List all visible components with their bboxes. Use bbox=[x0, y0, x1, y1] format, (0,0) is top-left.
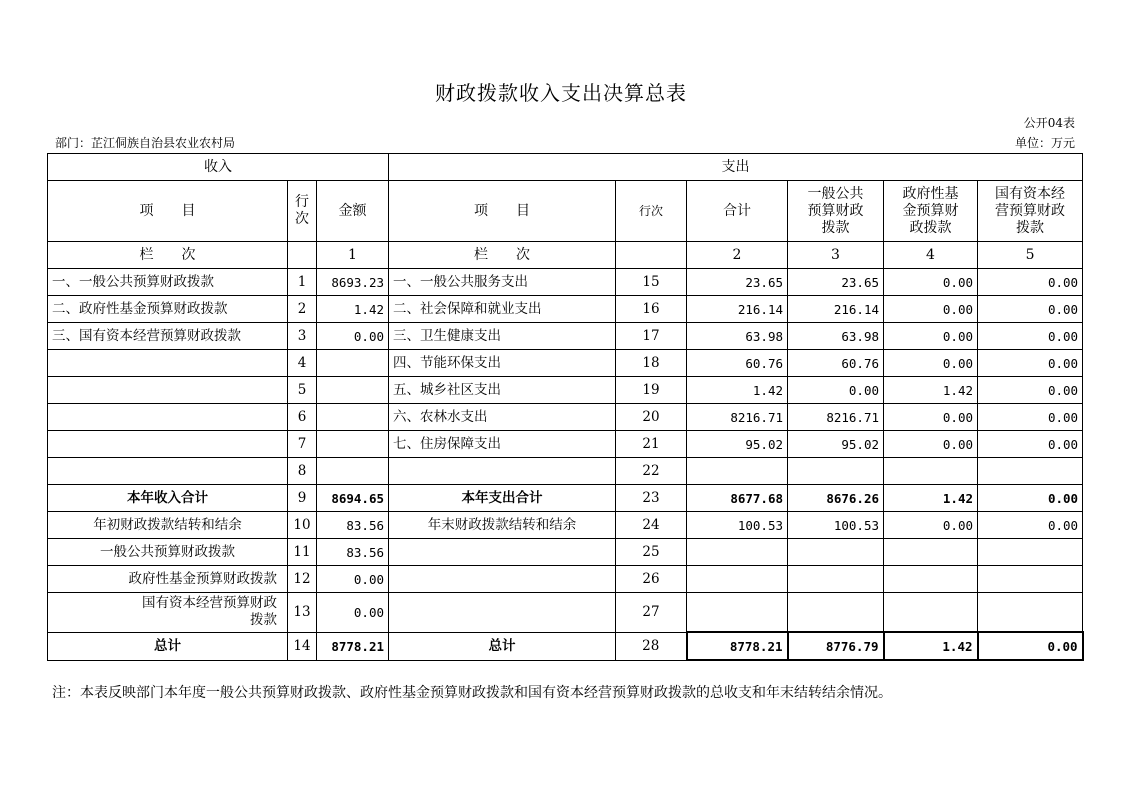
state-capital-cell: 0.00 bbox=[978, 512, 1083, 539]
state-capital-cell bbox=[978, 539, 1083, 566]
gov-fund-cell: 1.42 bbox=[884, 377, 978, 404]
income-line-cell: 10 bbox=[288, 512, 317, 539]
column-index-4: 4 bbox=[884, 242, 978, 269]
state-capital-cell: 0.00 bbox=[978, 485, 1083, 512]
expense-total-cell: 216.14 bbox=[687, 296, 788, 323]
expense-total-cell: 23.65 bbox=[687, 269, 788, 296]
table-row bbox=[48, 512, 1083, 539]
expense-total-cell: 8778.21 bbox=[687, 632, 788, 660]
income-item-cell bbox=[48, 377, 288, 404]
expense-item-cell: 年末财政拨款结转和结余 bbox=[389, 512, 616, 539]
expense-total-cell: 1.42 bbox=[687, 377, 788, 404]
state-capital-cell: 0.00 bbox=[978, 632, 1083, 660]
income-line-cell: 4 bbox=[288, 350, 317, 377]
income-header: 收入 bbox=[48, 154, 389, 181]
column-label-expense: 栏 次 bbox=[389, 242, 616, 269]
income-item-cell bbox=[48, 458, 288, 485]
income-item-cell: 一般公共预算财政拨款 bbox=[48, 539, 288, 566]
expense-item-cell: 四、节能环保支出 bbox=[389, 350, 616, 377]
state-capital-cell: 0.00 bbox=[978, 323, 1083, 350]
expense-line-cell: 21 bbox=[616, 431, 687, 458]
expense-total-cell: 8677.68 bbox=[687, 485, 788, 512]
expense-total-cell: 100.53 bbox=[687, 512, 788, 539]
income-line-header: 行 次 bbox=[288, 181, 317, 242]
expense-line-cell: 25 bbox=[616, 539, 687, 566]
income-line-cell: 6 bbox=[288, 404, 317, 431]
expense-item-cell bbox=[389, 593, 616, 633]
state-capital-cell: 0.00 bbox=[978, 296, 1083, 323]
expense-item-header: 项 目 bbox=[389, 181, 616, 242]
income-line-cell: 14 bbox=[288, 632, 317, 660]
gov-fund-cell: 0.00 bbox=[884, 269, 978, 296]
total-header: 合计 bbox=[687, 181, 788, 242]
expense-total-cell bbox=[687, 593, 788, 633]
income-line-cell: 3 bbox=[288, 323, 317, 350]
footnote: 注：本表反映部门本年度一般公共预算财政拨款、政府性基金预算财政拨款和国有资本经营预算财政拨款的总收支和年末结转结余情况。 bbox=[52, 685, 892, 701]
column-index-1: 1 bbox=[317, 242, 389, 269]
income-amount-cell bbox=[317, 404, 389, 431]
amount-header: 金额 bbox=[317, 181, 389, 242]
table-row bbox=[48, 404, 1083, 431]
state-capital-header: 国有资本经 营预算财政 拨款 bbox=[978, 181, 1083, 242]
table-row bbox=[48, 593, 1083, 633]
general-budget-cell: 216.14 bbox=[788, 296, 884, 323]
table-row bbox=[48, 566, 1083, 593]
expense-line-header: 行次 bbox=[616, 181, 687, 242]
income-item-cell: 年初财政拨款结转和结余 bbox=[48, 512, 288, 539]
income-item-cell bbox=[48, 404, 288, 431]
expense-header: 支出 bbox=[389, 154, 1083, 181]
gov-fund-cell: 0.00 bbox=[884, 404, 978, 431]
income-item-cell bbox=[48, 431, 288, 458]
general-budget-cell: 23.65 bbox=[788, 269, 884, 296]
income-amount-cell: 1.42 bbox=[317, 296, 389, 323]
column-header-row bbox=[48, 181, 1083, 242]
general-budget-cell: 100.53 bbox=[788, 512, 884, 539]
gov-fund-cell: 0.00 bbox=[884, 296, 978, 323]
gov-fund-cell bbox=[884, 593, 978, 633]
general-budget-cell: 95.02 bbox=[788, 431, 884, 458]
income-amount-cell: 83.56 bbox=[317, 512, 389, 539]
state-capital-cell: 0.00 bbox=[978, 350, 1083, 377]
expense-item-cell bbox=[389, 539, 616, 566]
expense-line-cell: 27 bbox=[616, 593, 687, 633]
expense-line-cell: 26 bbox=[616, 566, 687, 593]
expense-item-cell bbox=[389, 458, 616, 485]
expense-total-cell: 8216.71 bbox=[687, 404, 788, 431]
income-line-cell: 8 bbox=[288, 458, 317, 485]
expense-item-cell bbox=[389, 566, 616, 593]
expense-item-cell: 二、社会保障和就业支出 bbox=[389, 296, 616, 323]
expense-line-cell: 24 bbox=[616, 512, 687, 539]
expense-item-cell: 本年支出合计 bbox=[389, 485, 616, 512]
table-row bbox=[48, 485, 1083, 512]
income-item-cell: 总计 bbox=[48, 632, 288, 660]
income-line-cell: 1 bbox=[288, 269, 317, 296]
gov-fund-header: 政府性基 金预算财 政拨款 bbox=[884, 181, 978, 242]
income-amount-cell: 0.00 bbox=[317, 566, 389, 593]
state-capital-cell: 0.00 bbox=[978, 431, 1083, 458]
expense-item-cell: 六、农林水支出 bbox=[389, 404, 616, 431]
income-amount-cell: 0.00 bbox=[317, 323, 389, 350]
general-budget-cell bbox=[788, 566, 884, 593]
income-item-cell: 本年收入合计 bbox=[48, 485, 288, 512]
expense-item-cell: 一、一般公共服务支出 bbox=[389, 269, 616, 296]
gov-fund-cell: 0.00 bbox=[884, 431, 978, 458]
table-row bbox=[48, 458, 1083, 485]
income-item-cell: 二、政府性基金预算财政拨款 bbox=[48, 296, 288, 323]
income-amount-cell: 8693.23 bbox=[317, 269, 389, 296]
state-capital-cell bbox=[978, 593, 1083, 633]
expense-line-cell: 28 bbox=[616, 632, 687, 660]
column-index-5: 5 bbox=[978, 242, 1083, 269]
expense-total-cell: 60.76 bbox=[687, 350, 788, 377]
expense-line-cell: 16 bbox=[616, 296, 687, 323]
gov-fund-cell bbox=[884, 566, 978, 593]
income-amount-cell: 0.00 bbox=[317, 593, 389, 633]
form-number: 公开04表 bbox=[1023, 116, 1075, 130]
table-row bbox=[48, 539, 1083, 566]
general-budget-header: 一般公共 预算财政 拨款 bbox=[788, 181, 884, 242]
general-budget-cell: 63.98 bbox=[788, 323, 884, 350]
expense-total-cell bbox=[687, 539, 788, 566]
expense-total-cell: 63.98 bbox=[687, 323, 788, 350]
general-budget-cell bbox=[788, 458, 884, 485]
report-title: 财政拨款收入支出决算总表 bbox=[435, 81, 687, 105]
department-label: 部门：芷江侗族自治县农业农村局 bbox=[55, 136, 236, 150]
income-amount-cell bbox=[317, 377, 389, 404]
expense-line-cell: 17 bbox=[616, 323, 687, 350]
column-label-income: 栏 次 bbox=[48, 242, 288, 269]
unit-label: 单位：万元 bbox=[1014, 136, 1075, 150]
expense-item-cell: 总计 bbox=[389, 632, 616, 660]
state-capital-cell: 0.00 bbox=[978, 377, 1083, 404]
income-amount-cell: 8778.21 bbox=[317, 632, 389, 660]
state-capital-cell bbox=[978, 566, 1083, 593]
general-budget-cell: 60.76 bbox=[788, 350, 884, 377]
section-header-row bbox=[48, 154, 1083, 181]
column-index-blank-2 bbox=[616, 242, 687, 269]
state-capital-cell: 0.00 bbox=[978, 404, 1083, 431]
expense-line-cell: 22 bbox=[616, 458, 687, 485]
budget-summary-table bbox=[47, 153, 1084, 661]
expense-item-cell: 五、城乡社区支出 bbox=[389, 377, 616, 404]
expense-line-cell: 20 bbox=[616, 404, 687, 431]
income-item-cell bbox=[48, 350, 288, 377]
income-item-cell: 国有资本经营预算财政 拨款 bbox=[48, 593, 288, 633]
gov-fund-cell: 0.00 bbox=[884, 512, 978, 539]
general-budget-cell: 8676.26 bbox=[788, 485, 884, 512]
income-item-cell: 政府性基金预算财政拨款 bbox=[48, 566, 288, 593]
income-item-cell: 一、一般公共预算财政拨款 bbox=[48, 269, 288, 296]
income-line-cell: 5 bbox=[288, 377, 317, 404]
income-line-cell: 12 bbox=[288, 566, 317, 593]
table-row bbox=[48, 350, 1083, 377]
table-row bbox=[48, 377, 1083, 404]
general-budget-cell: 8776.79 bbox=[788, 632, 884, 660]
gov-fund-cell: 0.00 bbox=[884, 350, 978, 377]
column-index-row bbox=[48, 242, 1083, 269]
column-index-blank bbox=[288, 242, 317, 269]
general-budget-cell bbox=[788, 593, 884, 633]
gov-fund-cell: 1.42 bbox=[884, 632, 978, 660]
table-row bbox=[48, 632, 1083, 660]
table-row bbox=[48, 431, 1083, 458]
gov-fund-cell bbox=[884, 539, 978, 566]
gov-fund-cell bbox=[884, 458, 978, 485]
expense-item-cell: 三、卫生健康支出 bbox=[389, 323, 616, 350]
column-index-2: 2 bbox=[687, 242, 788, 269]
income-amount-cell bbox=[317, 350, 389, 377]
general-budget-cell: 8216.71 bbox=[788, 404, 884, 431]
table-row bbox=[48, 296, 1083, 323]
table-row bbox=[48, 269, 1083, 296]
income-amount-cell: 83.56 bbox=[317, 539, 389, 566]
income-line-cell: 2 bbox=[288, 296, 317, 323]
expense-line-cell: 23 bbox=[616, 485, 687, 512]
expense-line-cell: 15 bbox=[616, 269, 687, 296]
expense-line-cell: 18 bbox=[616, 350, 687, 377]
table-row bbox=[48, 323, 1083, 350]
expense-total-cell: 95.02 bbox=[687, 431, 788, 458]
expense-line-cell: 19 bbox=[616, 377, 687, 404]
column-index-3: 3 bbox=[788, 242, 884, 269]
income-amount-cell bbox=[317, 431, 389, 458]
expense-item-cell: 七、住房保障支出 bbox=[389, 431, 616, 458]
state-capital-cell: 0.00 bbox=[978, 269, 1083, 296]
gov-fund-cell: 0.00 bbox=[884, 323, 978, 350]
state-capital-cell bbox=[978, 458, 1083, 485]
general-budget-cell: 0.00 bbox=[788, 377, 884, 404]
gov-fund-cell: 1.42 bbox=[884, 485, 978, 512]
income-amount-cell: 8694.65 bbox=[317, 485, 389, 512]
income-line-cell: 9 bbox=[288, 485, 317, 512]
income-line-cell: 13 bbox=[288, 593, 317, 633]
income-line-cell: 11 bbox=[288, 539, 317, 566]
income-line-cell: 7 bbox=[288, 431, 317, 458]
income-item-cell: 三、国有资本经营预算财政拨款 bbox=[48, 323, 288, 350]
expense-total-cell bbox=[687, 566, 788, 593]
general-budget-cell bbox=[788, 539, 884, 566]
income-amount-cell bbox=[317, 458, 389, 485]
expense-total-cell bbox=[687, 458, 788, 485]
income-item-header: 项 目 bbox=[48, 181, 288, 242]
